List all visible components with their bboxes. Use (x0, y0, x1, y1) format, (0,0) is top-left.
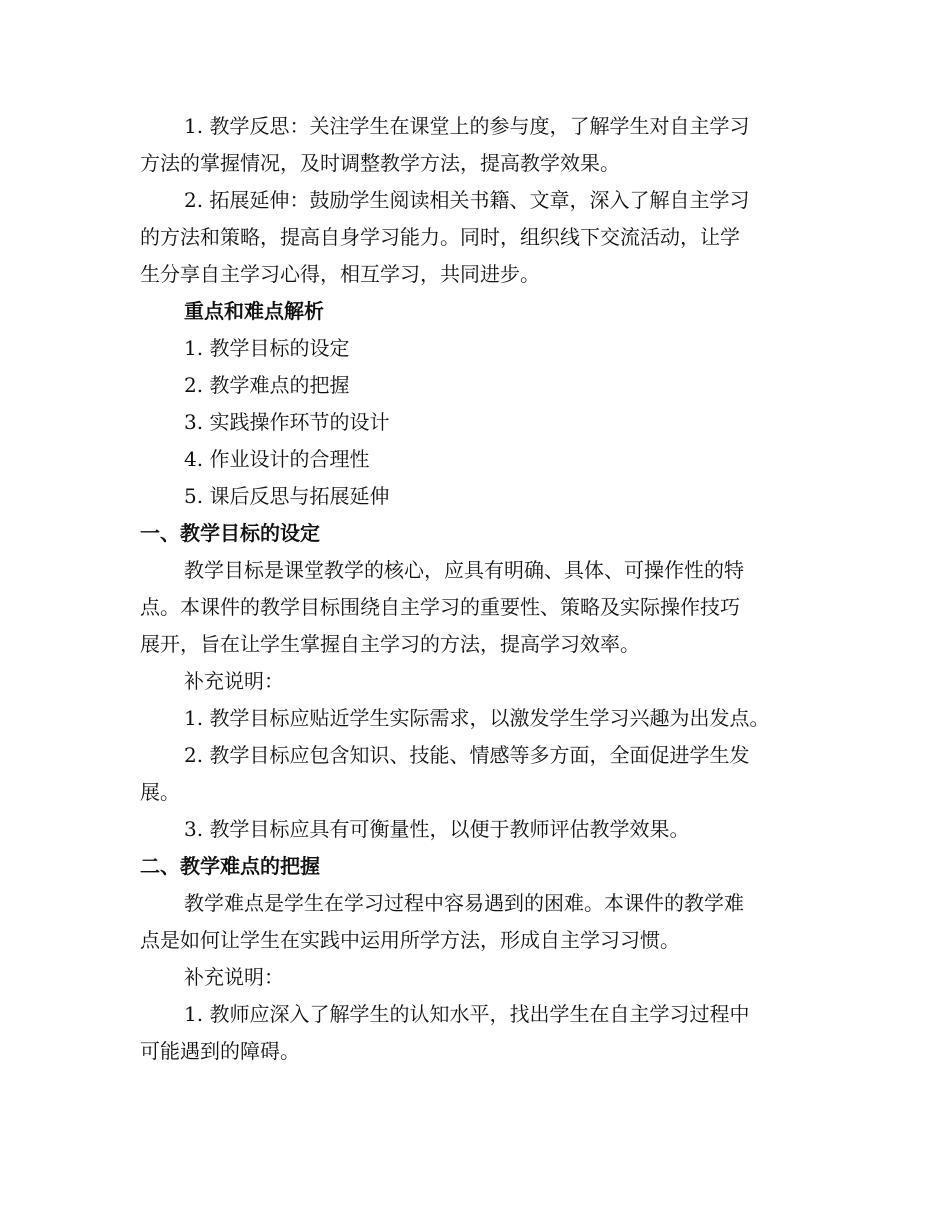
list-item: 2. 教学目标应包含知识、技能、情感等多方面，全面促进学生发 (184, 743, 750, 767)
paragraph-line: 教学目标是课堂教学的核心，应具有明确、具体、可操作性的特 (184, 558, 744, 582)
note-label: 补充说明： (184, 965, 284, 989)
paragraph-line: 方法的掌握情况，及时调整教学方法，提高教学效果。 (140, 151, 620, 175)
note-label: 补充说明： (184, 669, 284, 693)
list-item: 3. 实践操作环节的设计 (184, 410, 390, 434)
list-item: 1. 教学目标应贴近学生实际需求，以激发学生学习兴趣为出发点。 (184, 706, 770, 730)
list-item: 1. 教师应深入了解学生的认知水平，找出学生在自主学习过程中 (184, 1002, 750, 1026)
paragraph-line: 2. 拓展延伸：鼓励学生阅读相关书籍、文章，深入了解自主学习 (184, 188, 750, 212)
paragraph-line: 生分享自主学习心得，相互学习，共同进步。 (140, 262, 540, 286)
section-heading: 一、教学目标的设定 (140, 521, 320, 545)
list-item: 3. 教学目标应具有可衡量性，以便于教师评估教学效果。 (184, 817, 690, 841)
paragraph-line: 1. 教学反思：关注学生在课堂上的参与度，了解学生对自主学习 (184, 114, 750, 138)
paragraph-line: 可能遇到的障碍。 (140, 1039, 300, 1063)
paragraph-line: 教学难点是学生在学习过程中容易遇到的困难。本课件的教学难 (184, 891, 744, 915)
paragraph-line: 点是如何让学生在实践中运用所学方法，形成自主学习习惯。 (140, 928, 680, 952)
list-item: 5. 课后反思与拓展延伸 (184, 484, 390, 508)
paragraph-line: 点。本课件的教学目标围绕自主学习的重要性、策略及实际操作技巧 (140, 595, 740, 619)
section-heading: 二、教学难点的把握 (140, 854, 320, 878)
section-heading: 重点和难点解析 (184, 299, 324, 323)
paragraph-line: 展开，旨在让学生掌握自主学习的方法，提高学习效率。 (140, 632, 640, 656)
paragraph-line: 的方法和策略，提高自身学习能力。同时，组织线下交流活动，让学 (140, 225, 740, 249)
list-item: 2. 教学难点的把握 (184, 373, 350, 397)
list-item: 4. 作业设计的合理性 (184, 447, 370, 471)
paragraph-line: 展。 (140, 780, 180, 804)
list-item: 1. 教学目标的设定 (184, 336, 350, 360)
